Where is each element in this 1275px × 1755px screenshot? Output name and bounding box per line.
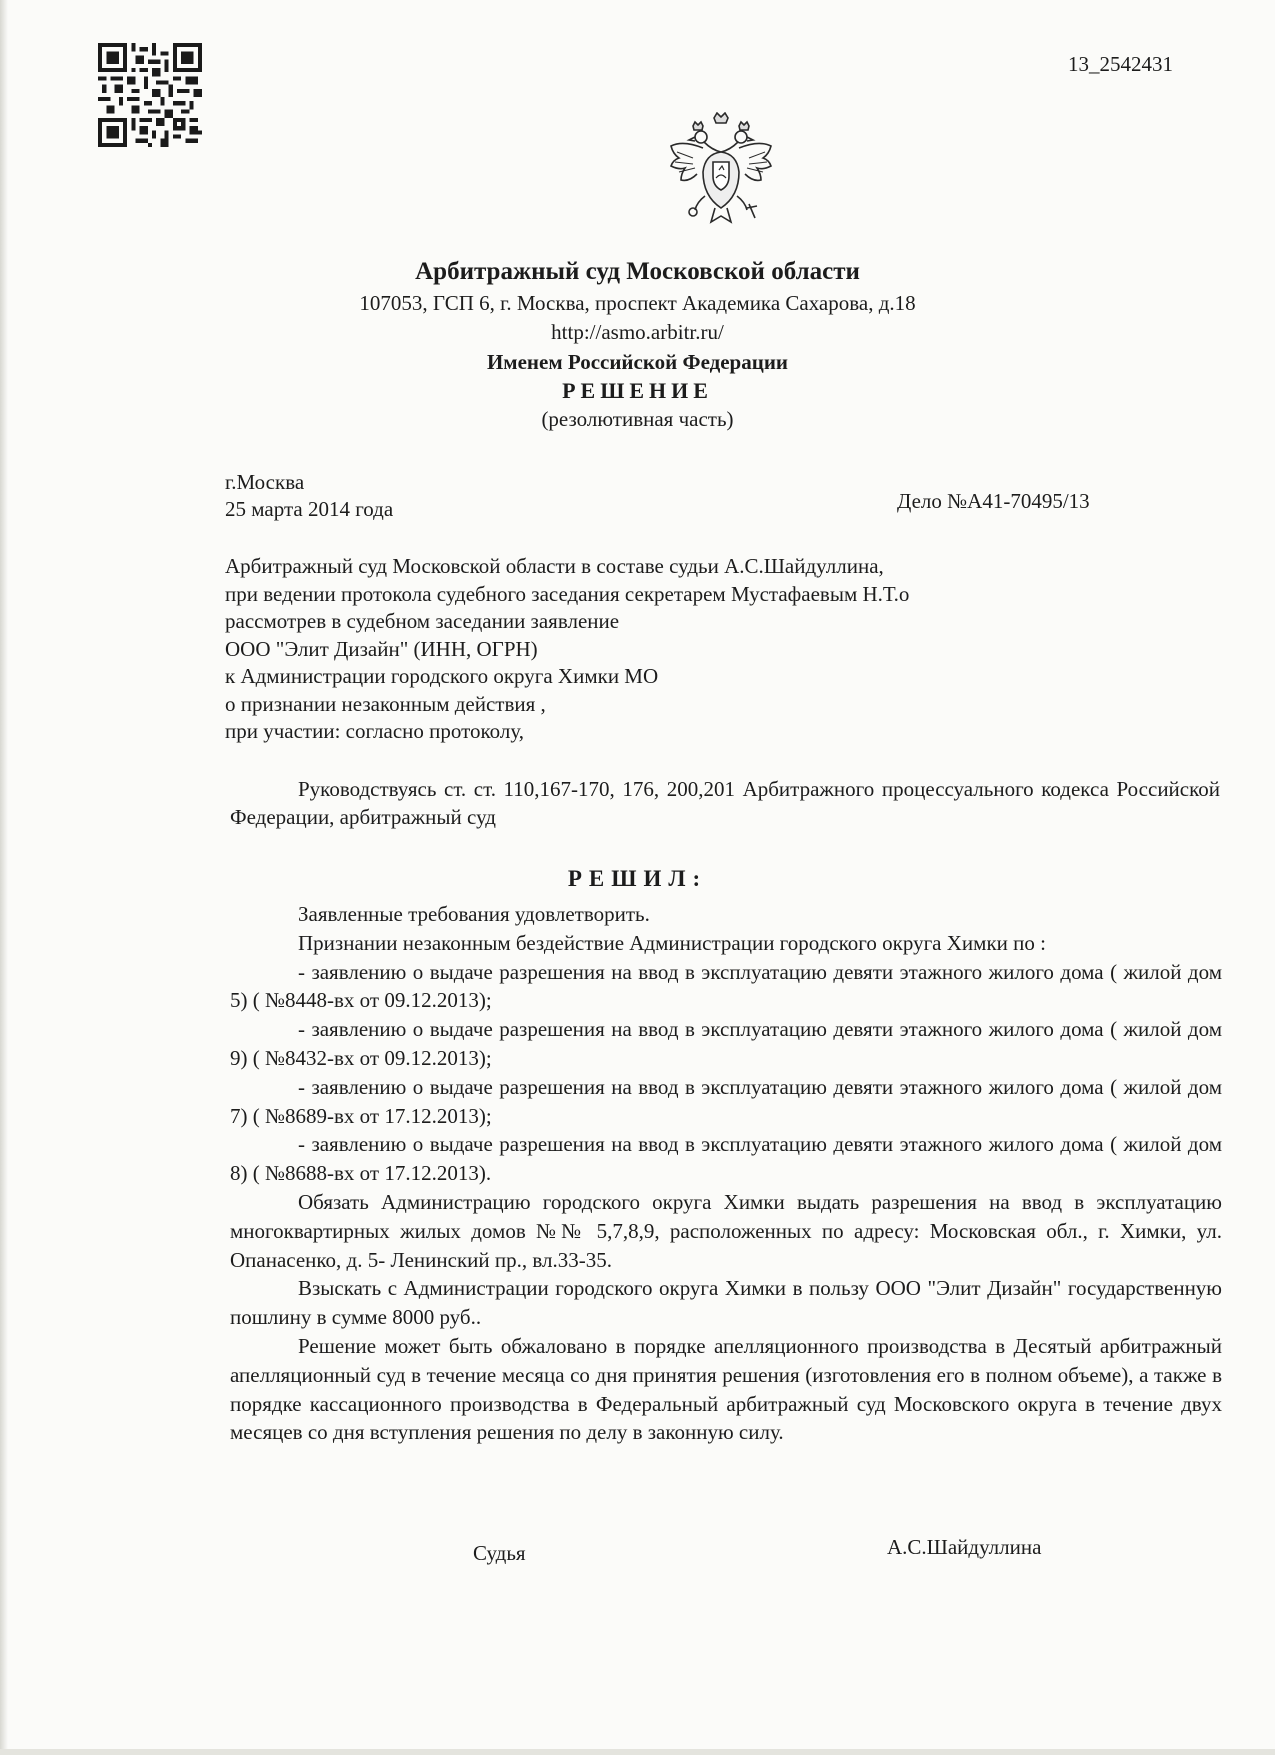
russian-coat-of-arms-icon	[665, 112, 777, 230]
body-paragraph: - заявлению о выдаче разрешения на ввод в эксплуатацию девяти этажного жилого дома ( жилой дом 5) ( №8448-вх от 09.12.2013);	[230, 959, 1222, 1013]
decision-subtitle: (резолютивная часть)	[541, 407, 734, 431]
decision-date: 25 марта 2014 года	[225, 497, 394, 521]
intro-line: ООО "Элит Дизайн" (ИНН, ОГРН)	[225, 636, 538, 661]
court-url: http://asmo.arbitr.ru/	[551, 320, 724, 344]
body-paragraph: Признании незаконным бездействие Администрации городского округа Химки по :	[298, 930, 1046, 955]
judge-label: Судья	[473, 1541, 526, 1565]
intro-line: о признании незаконным действия ,	[225, 691, 546, 716]
intro-line: рассмотрев в судебном заседании заявление	[225, 609, 620, 633]
judge-name: А.С.Шайдуллина	[887, 1535, 1042, 1559]
intro-line: Арбитражный суд Московской области в составе судьи А.С.Шайдуллина,	[225, 554, 884, 578]
decision-title: РЕШЕНИЕ	[562, 378, 713, 403]
body-paragraph: - заявлению о выдаче разрешения на ввод в эксплуатацию девяти этажного жилого дома ( жилой дом 7) ( №8689-вх от 17.12.2013);	[230, 1074, 1222, 1128]
body-paragraph: Взыскать с Администрации городского округа Химки в пользу ООО "Элит Дизайн" государственную пошлину в сумме 8000 руб..	[230, 1276, 1222, 1330]
body-paragraph: Заявленные требования удовлетворить.	[298, 902, 650, 926]
in-name-of-federation: Именем Российской Федерации	[486, 350, 789, 374]
court-address: 107053, ГСП 6, г. Москва, проспект Академика Сахарова, д.18	[359, 291, 916, 315]
body-paragraph: Решение может быть обжаловано в порядке апелляционного производства в Десятый арбитражный апелляционный суд в течение месяца со дня принятия решения (изготовления его в полном объеме), а также в порядке кассационного производства в Федеральный арбитражный суд Московского округа в течение двух месяцев со дня вступления решения по делу в законную силу.	[230, 1333, 1222, 1445]
decided-title: РЕШИЛ:	[567, 866, 708, 891]
intro-line: при участии: согласно протоколу,	[225, 719, 524, 743]
intro-line: к Администрации городского округа Химки МО	[225, 664, 659, 688]
intro-block	[225, 553, 1125, 746]
body-paragraph: Обязать Администрацию городского округа Химки выдать разрешения на ввод в эксплуатацию многоквартирных жилых домов №№ 5,7,8,9, расположенных по адресу: Московская обл., г. Химки, ул. Опанасенко, д. 5- Ленинский пр., вл.33-35.	[230, 1189, 1222, 1272]
court-name: Арбитражный суд Московской области	[415, 258, 860, 285]
qr-code-icon	[98, 43, 202, 147]
document-id: 13_2542431	[1068, 52, 1173, 76]
case-number: Дело №А41-70495/13	[897, 489, 1090, 513]
decision-body	[230, 900, 1222, 1447]
city: г.Москва	[225, 470, 305, 494]
body-paragraph: - заявлению о выдаче разрешения на ввод в эксплуатацию девяти этажного жилого дома ( жилой дом 8) ( №8688-вх от 17.12.2013).	[230, 1132, 1222, 1186]
guided-by-paragraph: Руководствуясь ст. ст. 110,167-170, 176, 200,201 Арбитражного процессуального кодекса Российской Федерации, арбитражный суд	[230, 777, 1220, 829]
scan-edge-bottom	[0, 1749, 1275, 1755]
intro-line: при ведении протокола судебного заседания секретарем Мустафаевым Н.Т.о	[225, 581, 910, 606]
body-paragraph: - заявлению о выдаче разрешения на ввод в эксплуатацию девяти этажного жилого дома ( жилой дом 9) ( №8432-вх от 09.12.2013);	[230, 1017, 1222, 1070]
